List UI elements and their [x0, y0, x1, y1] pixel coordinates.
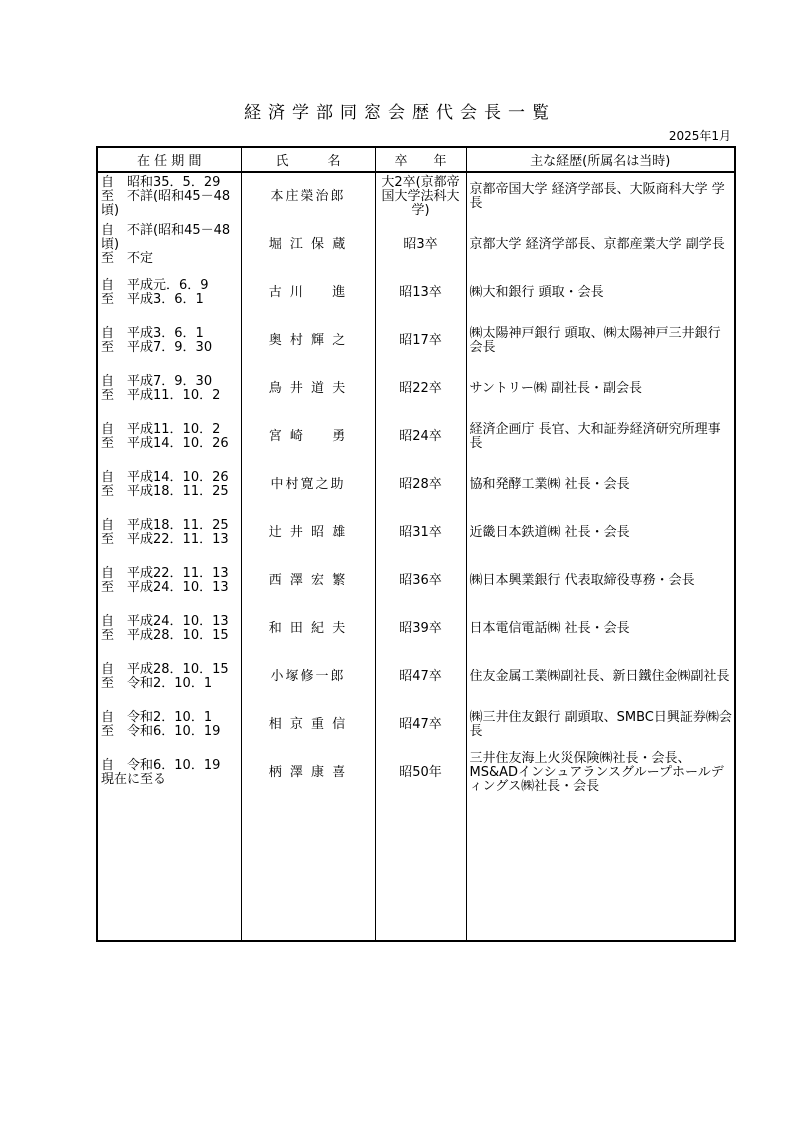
term-to: 至 平成14．10．26: [101, 436, 229, 451]
term-period: [97, 749, 241, 797]
president-name: 宮 崎 勇: [241, 413, 375, 461]
term-from: 自 平成24．10．13: [101, 614, 229, 629]
term-period: [97, 413, 241, 461]
term-period: [97, 557, 241, 605]
graduation-year: 昭31卒: [375, 509, 466, 557]
career-summary: 近畿日本鉄道㈱ 社長・会長: [466, 509, 735, 557]
term-to: 至 平成7．9．30: [101, 340, 213, 355]
term-period: [97, 653, 241, 701]
graduation-year: 昭47卒: [375, 653, 466, 701]
graduation-year: 大2卒(京都帝国大学法科大学): [375, 172, 466, 221]
career-summary: ㈱三井住友銀行 副頭取、SMBC日興証券㈱会長: [466, 701, 735, 749]
term-period: [97, 221, 241, 269]
graduation-year: 昭22卒: [375, 365, 466, 413]
term-from: 自 平成14．10．26: [101, 470, 229, 485]
empty-cell: [466, 797, 735, 845]
empty-row: [97, 845, 735, 893]
table-row: [97, 749, 735, 797]
header-period: 在 任 期 間: [97, 147, 241, 172]
career-summary: サントリー㈱ 副社長・副会長: [466, 365, 735, 413]
president-name: 相 京 重 信: [241, 701, 375, 749]
term-from: 自 令和6．10．19: [101, 758, 221, 773]
career-summary: 日本電信電話㈱ 社長・会長: [466, 605, 735, 653]
term-from: 自 平成3．6．1: [101, 326, 204, 341]
empty-cell: [97, 893, 241, 941]
career-summary: 経済企画庁 長官、大和証券経済研究所理事長: [466, 413, 735, 461]
table-row: [97, 317, 735, 365]
table-header-row: [97, 147, 735, 172]
term-to: 至 令和6．10．19: [101, 724, 221, 739]
career-summary: ㈱太陽神戸銀行 頭取、㈱太陽神戸三井銀行 会長: [466, 317, 735, 365]
term-period: [97, 172, 241, 221]
term-to: 至 平成3．6．1: [101, 292, 204, 307]
term-to: 至 平成18．11．25: [101, 484, 229, 499]
term-to: 至 平成22．11．13: [101, 532, 229, 547]
president-name: 辻 井 昭 雄: [241, 509, 375, 557]
presidents-table: [96, 146, 736, 942]
graduation-year: 昭36卒: [375, 557, 466, 605]
career-summary: 三井住友海上火災保険㈱社長・会長、MS&ADインシュアランスグループホールディングス㈱社長・会長: [466, 749, 735, 797]
table-row: [97, 701, 735, 749]
president-name: 本庄榮治郎: [241, 172, 375, 221]
president-name: 鳥 井 道 夫: [241, 365, 375, 413]
career-summary: 協和発酵工業㈱ 社長・会長: [466, 461, 735, 509]
table-row: [97, 365, 735, 413]
term-period: [97, 509, 241, 557]
term-from: 自 令和2．10．1: [101, 710, 213, 725]
career-summary: ㈱日本興業銀行 代表取締役専務・会長: [466, 557, 735, 605]
term-from: 自 平成28．10．15: [101, 662, 229, 677]
empty-cell: [241, 845, 375, 893]
graduation-year: 昭50年: [375, 749, 466, 797]
graduation-year: 昭13卒: [375, 269, 466, 317]
term-period: [97, 461, 241, 509]
term-to: 至 平成24．10．13: [101, 580, 229, 595]
career-summary: 住友金属工業㈱副社長、新日鐵住金㈱副社長: [466, 653, 735, 701]
president-name: 柄 澤 康 喜: [241, 749, 375, 797]
president-name: 中村寛之助: [241, 461, 375, 509]
career-summary: 京都大学 経済学部長、京都産業大学 副学長: [466, 221, 735, 269]
empty-cell: [375, 893, 466, 941]
empty-row: [97, 893, 735, 941]
term-period: [97, 269, 241, 317]
term-to: 至 平成28．10．15: [101, 628, 229, 643]
president-name: 小塚修一郎: [241, 653, 375, 701]
graduation-year: 昭3卒: [375, 221, 466, 269]
table-row: [97, 269, 735, 317]
page-title: 経済学部同窓会歴代会長一覧: [244, 103, 556, 123]
president-name: 和 田 紀 夫: [241, 605, 375, 653]
term-to: 現在に至る: [101, 772, 167, 787]
term-period: [97, 605, 241, 653]
table-row: [97, 413, 735, 461]
empty-cell: [375, 797, 466, 845]
president-name: 西 澤 宏 繁: [241, 557, 375, 605]
term-period: [97, 701, 241, 749]
term-period: [97, 365, 241, 413]
term-from: 自 平成元．6．9: [101, 278, 209, 293]
table-row: [97, 605, 735, 653]
graduation-year: 昭24卒: [375, 413, 466, 461]
term-from: 自 平成11．10．2: [101, 422, 221, 437]
term-to: 至 不詳(昭和45－48頃): [101, 189, 231, 218]
term-to: 至 令和2．10．1: [101, 676, 213, 691]
empty-cell: [97, 845, 241, 893]
table-row: [97, 461, 735, 509]
term-period: [97, 317, 241, 365]
graduation-year: 昭47卒: [375, 701, 466, 749]
table-row: [97, 221, 735, 269]
president-name: 奥 村 輝 之: [241, 317, 375, 365]
header-graduation: 卒 年: [375, 147, 466, 172]
table-row: [97, 172, 735, 221]
table-row: [97, 653, 735, 701]
president-name: 堀 江 保 蔵: [241, 221, 375, 269]
empty-row: [97, 797, 735, 845]
graduation-year: 昭28卒: [375, 461, 466, 509]
empty-cell: [241, 893, 375, 941]
career-summary: 京都帝国大学 経済学部長、大阪商科大学 学長: [466, 172, 735, 221]
empty-cell: [375, 845, 466, 893]
graduation-year: 昭17卒: [375, 317, 466, 365]
president-name: 古 川 進: [241, 269, 375, 317]
empty-cell: [241, 797, 375, 845]
empty-cell: [97, 797, 241, 845]
term-from: 自 平成7．9．30: [101, 374, 213, 389]
table-row: [97, 557, 735, 605]
table-body: [97, 172, 735, 941]
career-summary: ㈱大和銀行 頭取・会長: [466, 269, 735, 317]
header-career: 主な経歴(所属名は当時): [466, 147, 735, 172]
document-date: 2025年1月: [668, 129, 731, 143]
term-from: 自 平成22．11．13: [101, 566, 229, 581]
term-to: 至 平成11．10．2: [101, 388, 221, 403]
header-name: 氏 名: [241, 147, 375, 172]
term-from: 自 不詳(昭和45－48頃): [101, 223, 231, 252]
term-from: 自 昭和35．5．29: [101, 175, 221, 190]
graduation-year: 昭39卒: [375, 605, 466, 653]
term-from: 自 平成18．11．25: [101, 518, 229, 533]
empty-cell: [466, 893, 735, 941]
term-to: 至 不定: [101, 251, 154, 266]
empty-cell: [466, 845, 735, 893]
table-row: [97, 509, 735, 557]
